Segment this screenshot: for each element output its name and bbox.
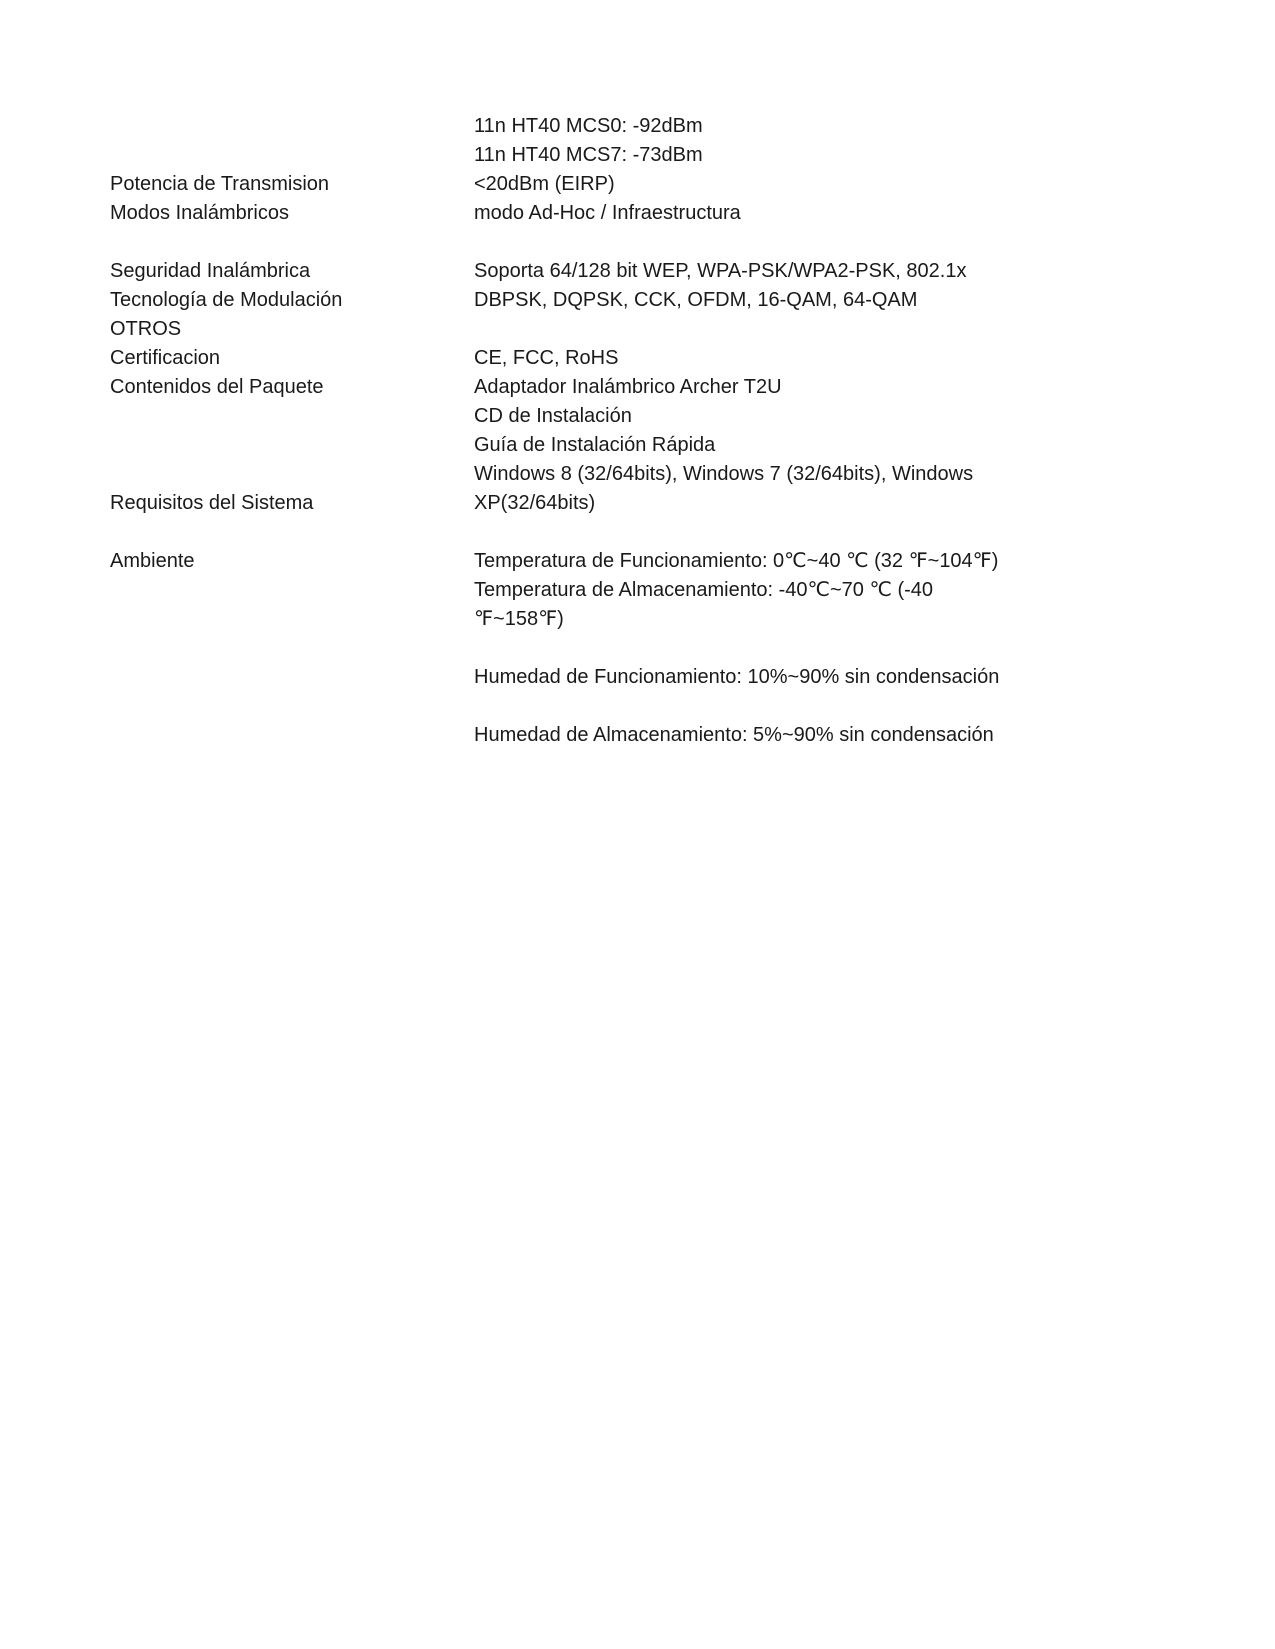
spec-value: XP(32/64bits) — [474, 492, 596, 514]
spec-value: Humedad de Almacenamiento: 5%~90% sin condensación — [474, 724, 994, 746]
spec-label-wireless-modes: Modos Inalámbricos — [110, 202, 289, 224]
spec-value: Temperatura de Almacenamiento: -40℃~70 ℃ (-40 — [474, 579, 934, 601]
spec-value: ℉~158℉) — [474, 608, 564, 630]
spec-label-modulation: Tecnología de Modulación — [110, 289, 343, 311]
spec-value: Windows 8 (32/64bits), Windows 7 (32/64bits), Windows — [474, 463, 974, 485]
spec-value: Guía de Instalación Rápida — [474, 434, 716, 456]
spec-label-system-requirements: Requisitos del Sistema — [110, 492, 314, 514]
spec-value: CD de Instalación — [474, 405, 632, 427]
spec-label-wireless-security: Seguridad Inalámbrica — [110, 260, 311, 282]
spec-value: Humedad de Funcionamiento: 10%~90% sin condensación — [474, 666, 1000, 688]
spec-label-certification: Certificacion — [110, 347, 221, 369]
spec-value: modo Ad-Hoc / Infraestructura — [474, 202, 741, 224]
spec-label-package-contents: Contenidos del Paquete — [110, 376, 324, 398]
spec-value: 11n HT40 MCS7: -73dBm — [474, 144, 703, 166]
spec-value: <20dBm (EIRP) — [474, 173, 615, 195]
spec-value: Soporta 64/128 bit WEP, WPA-PSK/WPA2-PSK, 802.1x — [474, 260, 967, 282]
spec-value: 11n HT40 MCS0: -92dBm — [474, 115, 703, 137]
spec-label-transmit-power: Potencia de Transmision — [110, 173, 330, 195]
section-heading-otros: OTROS — [110, 318, 182, 340]
spec-value: CE, FCC, RoHS — [474, 347, 619, 369]
spec-value: DBPSK, DQPSK, CCK, OFDM, 16-QAM, 64-QAM — [474, 289, 918, 311]
spec-label-environment: Ambiente — [110, 550, 195, 572]
spec-value: Adaptador Inalámbrico Archer T2U — [474, 376, 782, 398]
spec-value: Temperatura de Funcionamiento: 0℃~40 ℃ (32 ℉~104℉) — [474, 550, 999, 572]
